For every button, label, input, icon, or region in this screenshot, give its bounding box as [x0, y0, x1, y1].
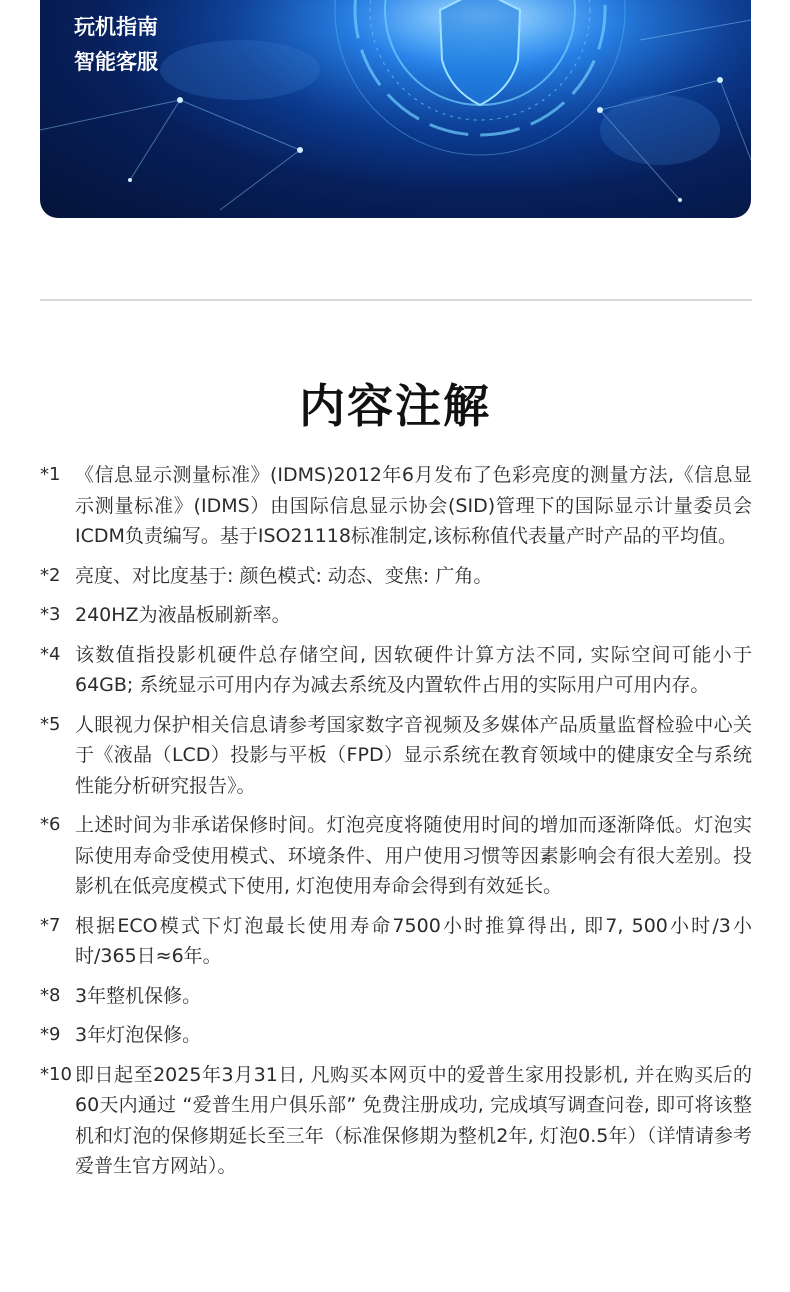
- note-item: [40, 460, 752, 552]
- hero-banner: [40, 0, 751, 218]
- note-text: 上述时间为非承诺保修时间。灯泡亮度将随使用时间的增加而逐渐降低。灯泡实际使用寿命受使用模式、环境条件、用户使用习惯等因素影响会有很大差别。投影机在低亮度模式下使用, 灯泡使用寿命会得到有效延长。: [75, 814, 752, 897]
- note-text: 240HZ为液晶板刷新率。: [75, 604, 291, 626]
- note-text: 《信息显示测量标准》(IDMS)2012年6月发布了色彩亮度的测量方法,《信息显示测量标准》(IDMS）由国际信息显示协会(SID)管理下的国际显示计量委员会ICDM负责编写。基于ISO21118标准制定,该标称值代表量产时产品的平均值。: [75, 464, 752, 547]
- note-mark: *6: [40, 814, 61, 835]
- note-text: 3年整机保修。: [75, 984, 202, 1007]
- note-item: [40, 640, 752, 701]
- note-item: [40, 911, 752, 972]
- menu-item-customer-service[interactable]: 智能客服: [74, 50, 158, 74]
- note-mark: *9: [40, 1024, 61, 1045]
- note-mark: *7: [40, 914, 61, 936]
- section-title: 内容注解: [299, 379, 491, 433]
- note-mark: *10: [40, 1063, 72, 1085]
- note-item: [40, 1060, 752, 1182]
- note-text: 该数值指投影机硬件总存储空间, 因软硬件计算方法不同, 实际空间可能小于64GB; 系统显示可用内存为减去系统及内置软件占用的实际用户可用内存。: [75, 643, 752, 696]
- note-item: [40, 710, 752, 802]
- note-item: [40, 1020, 752, 1051]
- note-text: 人眼视力保护相关信息请参考国家数字音视频及多媒体产品质量监督检验中心关于《液晶（LCD）投影与平板（FPD）显示系统在教育领域中的健康安全与系统性能分析研究报告》。: [75, 713, 752, 797]
- note-text: 即日起至2025年3月31日, 凡购买本网页中的爱普生家用投影机, 并在购买后的60天内通过 “爱普生用户俱乐部” 免费注册成功, 完成填写调查问卷, 即可将该整机和灯泡的保修期延长至三年（标准保修期为整机2年, 灯泡0.5年）（详情请参考爱普生官方网站）。: [75, 1063, 752, 1177]
- note-mark: *5: [40, 713, 61, 735]
- notes-list: [40, 460, 752, 1191]
- note-item: [40, 810, 752, 902]
- note-text: 根据ECO模式下灯泡最长使用寿命7500小时推算得出, 即7, 500小时/3小时/365日≈6年。: [75, 914, 752, 967]
- note-mark: *8: [40, 984, 61, 1006]
- note-mark: *3: [40, 604, 61, 625]
- note-item: [40, 981, 752, 1012]
- note-text: 亮度、对比度基于: 颜色模式: 动态、变焦: 广角。: [75, 564, 493, 587]
- note-item: [40, 561, 752, 592]
- note-mark: *1: [40, 464, 61, 485]
- menu-item-guide[interactable]: 玩机指南: [74, 15, 158, 39]
- note-mark: *4: [40, 643, 61, 665]
- banner-menu: [74, 10, 158, 80]
- note-text: 3年灯泡保修。: [75, 1024, 202, 1046]
- note-item: [40, 600, 752, 631]
- note-mark: *2: [40, 564, 61, 586]
- section-divider: [40, 299, 752, 301]
